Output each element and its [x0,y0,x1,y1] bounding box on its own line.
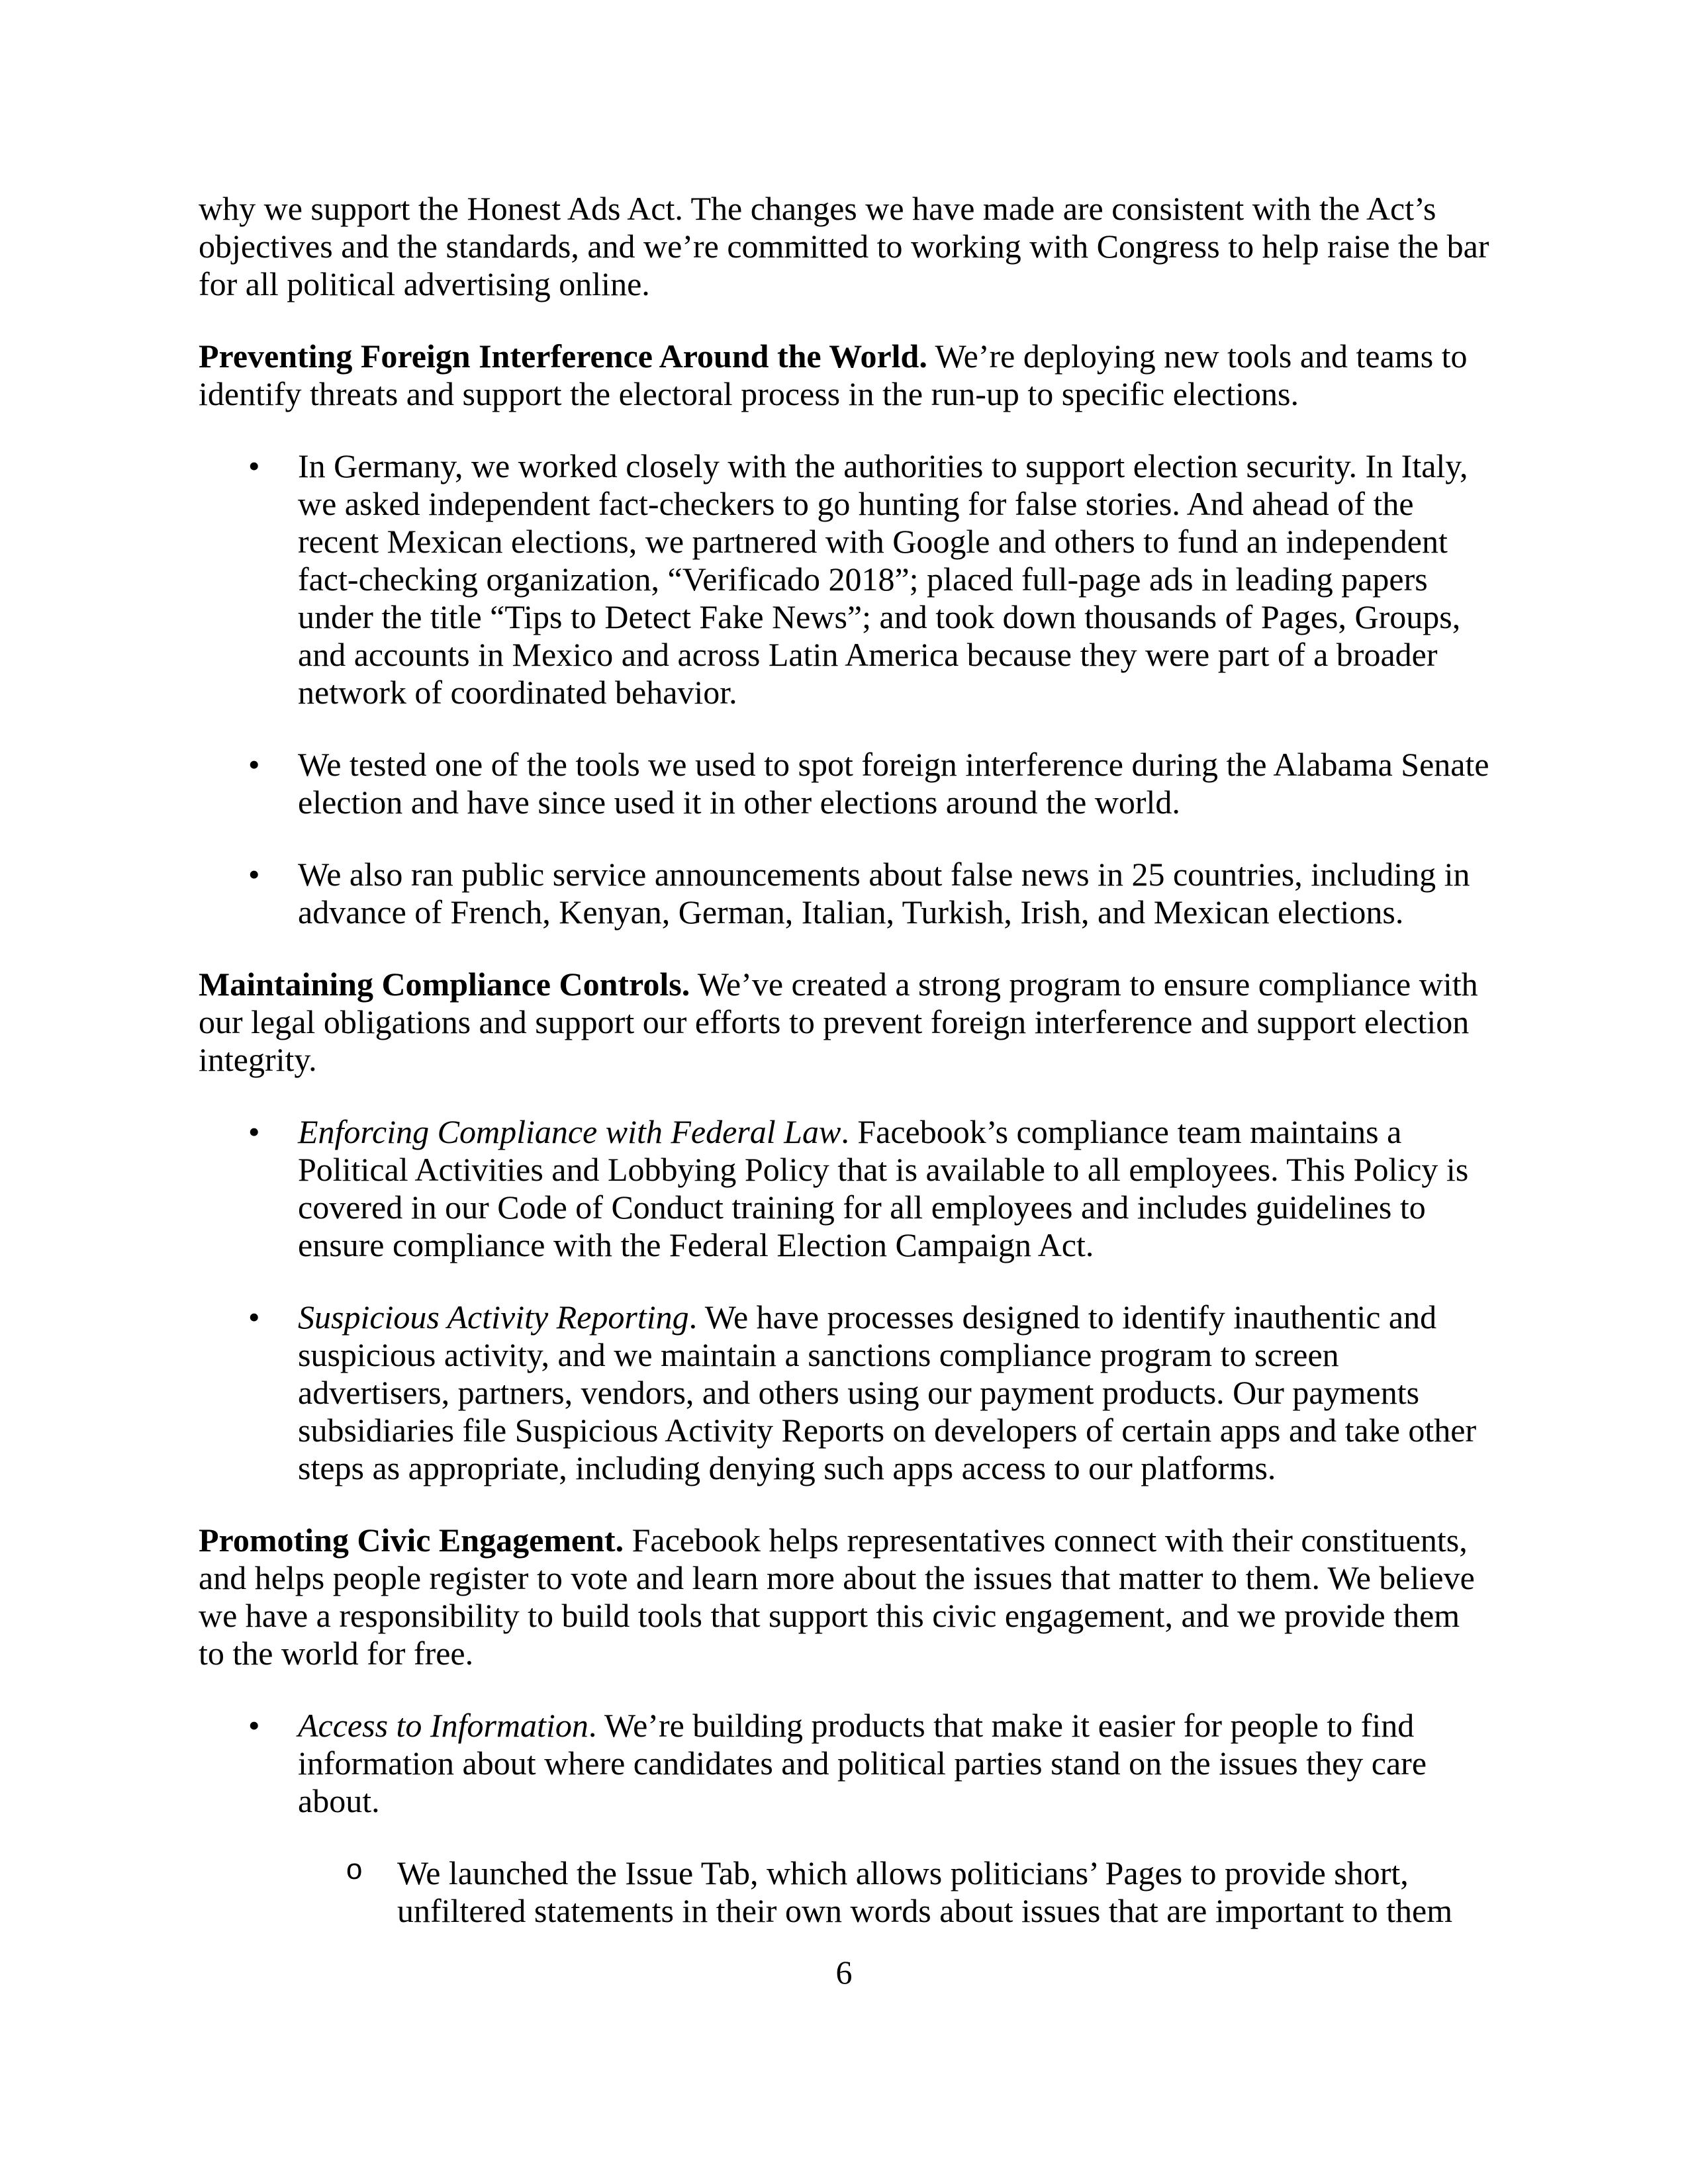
bullet-text: We also ran public service announcements about false news in 25 countries, including in advance of French, Kenyan, German, Italian, Turkish, Irish, and Mexican elections. [298,856,1470,931]
bullet-icon: • [248,1113,260,1150]
paragraph-text: We’ve created a strong program to ensure compliance with our legal obligations and support our efforts to prevent foreign interference and support election integrity. [199,966,1478,1078]
paragraph-lead-bold: Promoting Civic Engagement. [199,1522,624,1559]
bullet-item [199,746,1489,821]
paragraph-text: why we support the Honest Ads Act. The changes we have made are consistent with the Act’s objectives and the standards, and we’re committed to working with Congress to help raise the bar for all political advertising online. [199,190,1489,302]
bullet-item [199,1298,1489,1487]
bullet-icon: • [248,1707,260,1744]
bullet-text: In Germany, we worked closely with the authorities to support election security. In Italy, we asked independent fact-checkers to go hunting for false stories. And ahead of the recent Mexican elections, we partnered with Google and others to fund an independent fact-checking organization, “Verificado 2018”; placed full-page ads in leading papers under the title “Tips to Detect Fake News”; and took down thousands of Pages, Groups, and accounts in Mexico and across Latin America because they were part of a broader network of coordinated behavior. [298,447,1468,711]
bullet-icon: • [248,856,260,893]
paragraph-text: We’re deploying new tools and teams to identify threats and support the electoral process in the run-up to specific elections. [199,338,1468,412]
bullet-text: We tested one of the tools we used to spot foreign interference during the Alabama Senate election and have since used it in other elections around the world. [298,746,1489,821]
sub-bullet-text: We launched the Issue Tab, which allows politicians’ Pages to provide short, unfiltered statements in their own words about issues that are important to them [397,1854,1453,1929]
paragraph [199,190,1489,303]
bullet-icon: • [248,746,260,783]
bullet-lead-italic: Enforcing Compliance with Federal Law [298,1113,841,1150]
bullet-item [199,1113,1489,1264]
bullet-item [199,856,1489,931]
sub-bullet-item [199,1854,1489,1930]
bullet-lead-italic: Access to Information [298,1707,588,1744]
paragraph-text: Facebook helps representatives connect with their constituents, and helps people register to vote and learn more about the issues that matter to them. We believe we have a responsibility to build tools that support this civic engagement, and we provide them to the world for free. [199,1522,1475,1672]
document-body [199,190,1489,1930]
bullet-text: . We have processes designed to identify inauthentic and suspicious activity, and we maintain a sanctions compliance program to screen advertisers, partners, vendors, and others using our payment products. Our payments subsidiaries file Suspicious Activity Reports on developers of certain apps and take other steps as appropriate, including denying such apps access to our platforms. [298,1298,1477,1486]
sub-bullet-icon: o [346,1855,363,1888]
paragraph [199,1522,1489,1672]
bullet-text: . Facebook’s compliance team maintains a Political Activities and Lobbying Policy that is available to all employees. This Policy is covered in our Code of Conduct training for all employees and includes guidelines to ensure compliance with the Federal Election Campaign Act. [298,1113,1469,1263]
paragraph-lead-bold: Preventing Foreign Interference Around the World. [199,338,927,375]
bullet-icon: • [248,447,260,484]
page-number: 6 [835,1954,853,1991]
paragraph [199,966,1489,1079]
paragraph [199,338,1489,413]
bullet-item [199,447,1489,711]
paragraph-lead-bold: Maintaining Compliance Controls. [199,966,690,1003]
bullet-lead-italic: Suspicious Activity Reporting [298,1298,689,1336]
bullet-text: . We’re building products that make it easier for people to find information about where candidates and political parties stand on the issues they care about. [298,1707,1427,1819]
bullet-item [199,1707,1489,1820]
bullet-icon: • [248,1298,260,1336]
